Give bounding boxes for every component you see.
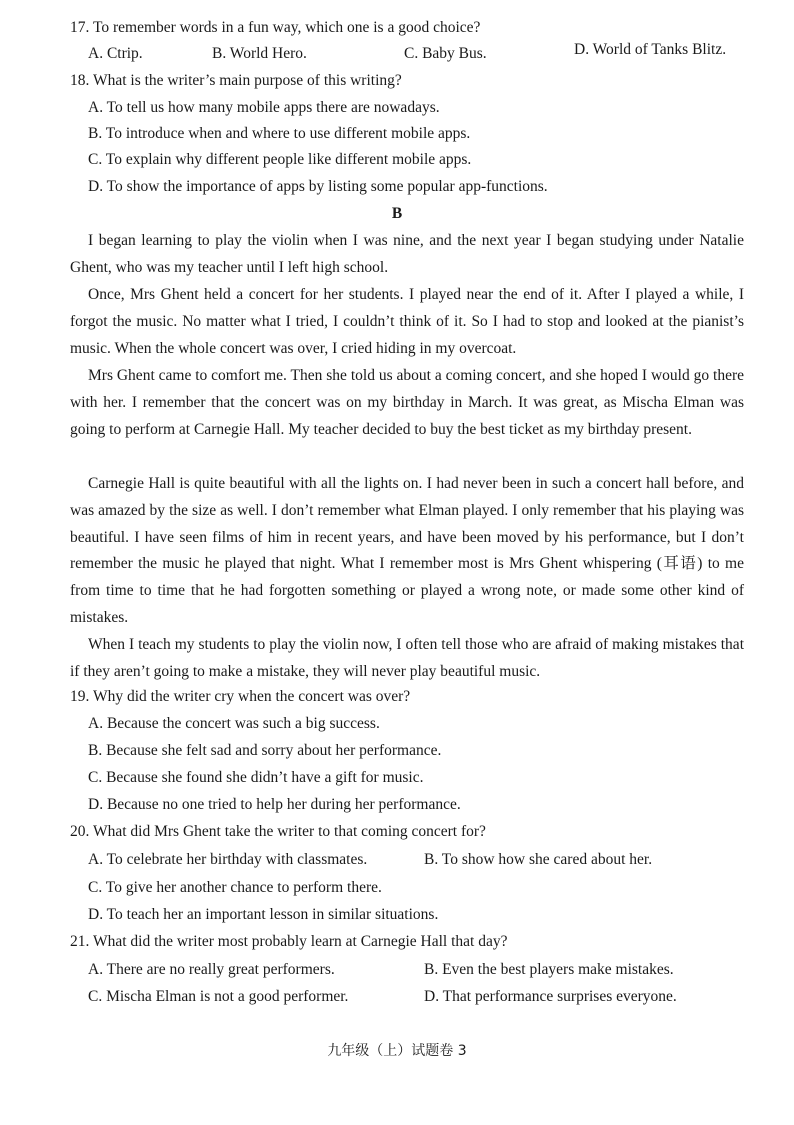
q21-options-row-2 (88, 987, 748, 1007)
q17-option-d: D. World of Tanks Blitz. (574, 41, 727, 58)
q17-option-a: A. Ctrip. (88, 45, 143, 62)
q20-stem: 20. What did Mrs Ghent take the writer to that coming concert for? (70, 823, 486, 840)
q21-options-row-1 (88, 960, 748, 980)
page-footer: 九年级（上）试题卷 3 (327, 1043, 467, 1059)
q17-stem: 17. To remember words in a fun way, which one is a good choice? (70, 19, 481, 36)
q20-option-b: B. To show how she cared about her. (424, 851, 653, 868)
q21-option-c: C. Mischa Elman is not a good performer. (88, 988, 349, 1005)
q19-option-b: B. Because she felt sad and sorry about her performance. (88, 742, 442, 759)
passage-b-paragraph-2: Once, Mrs Ghent held a concert for her students. I played near the end of it. After I played a while, I forgot the music. No matter what I tried, I couldn’t think of it. So I had to stop and looked at the pianist’s music. When the whole concert was over, I cried hiding in my overcoat. (70, 286, 744, 357)
passage-b-title: B (391, 205, 403, 222)
q18-option-c: C. To explain why different people like different mobile apps. (88, 151, 472, 168)
q19-option-c: C. Because she found she didn’t have a gift for music. (88, 769, 424, 786)
passage-b-paragraph-3: Mrs Ghent came to comfort me. Then she told us about a coming concert, and she hoped I would go there with her. I remember that the concert was on my birthday in March. It was great, as Mischa Elman was going to perform at Carnegie Hall. My teacher decided to buy the best ticket as my birthday present. (70, 367, 744, 438)
passage-b-paragraph-4: Carnegie Hall is quite beautiful with all the lights on. I had never been in such a concert hall before, and was amazed by the size as well. I don’t remember what Elman played. I only remember that his playing was beautiful. I have seen films of him in recent years, and have been moved by his performance, but I don’t remember the music he played that night. What I remember most is Mrs Ghent whispering (耳语) to me from time to time that he had forgotten something or played a wrong note, or made some other kind of mistakes. (70, 475, 744, 626)
q19-option-a: A. Because the concert was such a big success. (88, 715, 380, 732)
q20-option-a: A. To celebrate her birthday with classmates. (88, 851, 368, 868)
q20-option-c: C. To give her another chance to perform there. (88, 879, 382, 896)
passage-b-paragraph-5: When I teach my students to play the violin now, I often tell those who are afraid of making mistakes that if they aren’t going to make a mistake, they will never play beautiful music. (70, 636, 744, 680)
q21-stem: 21. What did the writer most probably learn at Carnegie Hall that day? (70, 933, 508, 950)
q18-option-b: B. To introduce when and where to use different mobile apps. (88, 125, 471, 142)
q21-option-b: B. Even the best players make mistakes. (424, 961, 674, 978)
q21-option-d: D. That performance surprises everyone. (424, 988, 677, 1005)
q20-option-d: D. To teach her an important lesson in similar situations. (88, 906, 439, 923)
q20-options-row-1 (88, 850, 748, 870)
q18-option-a: A. To tell us how many mobile apps there are nowadays. (88, 99, 440, 116)
q19-option-d: D. Because no one tried to help her during her performance. (88, 796, 461, 813)
q21-option-a: A. There are no really great performers. (88, 961, 335, 978)
q19-stem: 19. Why did the writer cry when the concert was over? (70, 688, 411, 705)
q17-option-b: B. World Hero. (212, 45, 307, 62)
q18-stem: 18. What is the writer’s main purpose of this writing? (70, 72, 402, 89)
q17-option-c: C. Baby Bus. (404, 45, 487, 62)
passage-b-paragraph-1: I began learning to play the violin when I was nine, and the next year I began studying under Natalie Ghent, who was my teacher until I left high school. (70, 232, 744, 276)
q18-option-d: D. To show the importance of apps by listing some popular app-functions. (88, 178, 548, 195)
